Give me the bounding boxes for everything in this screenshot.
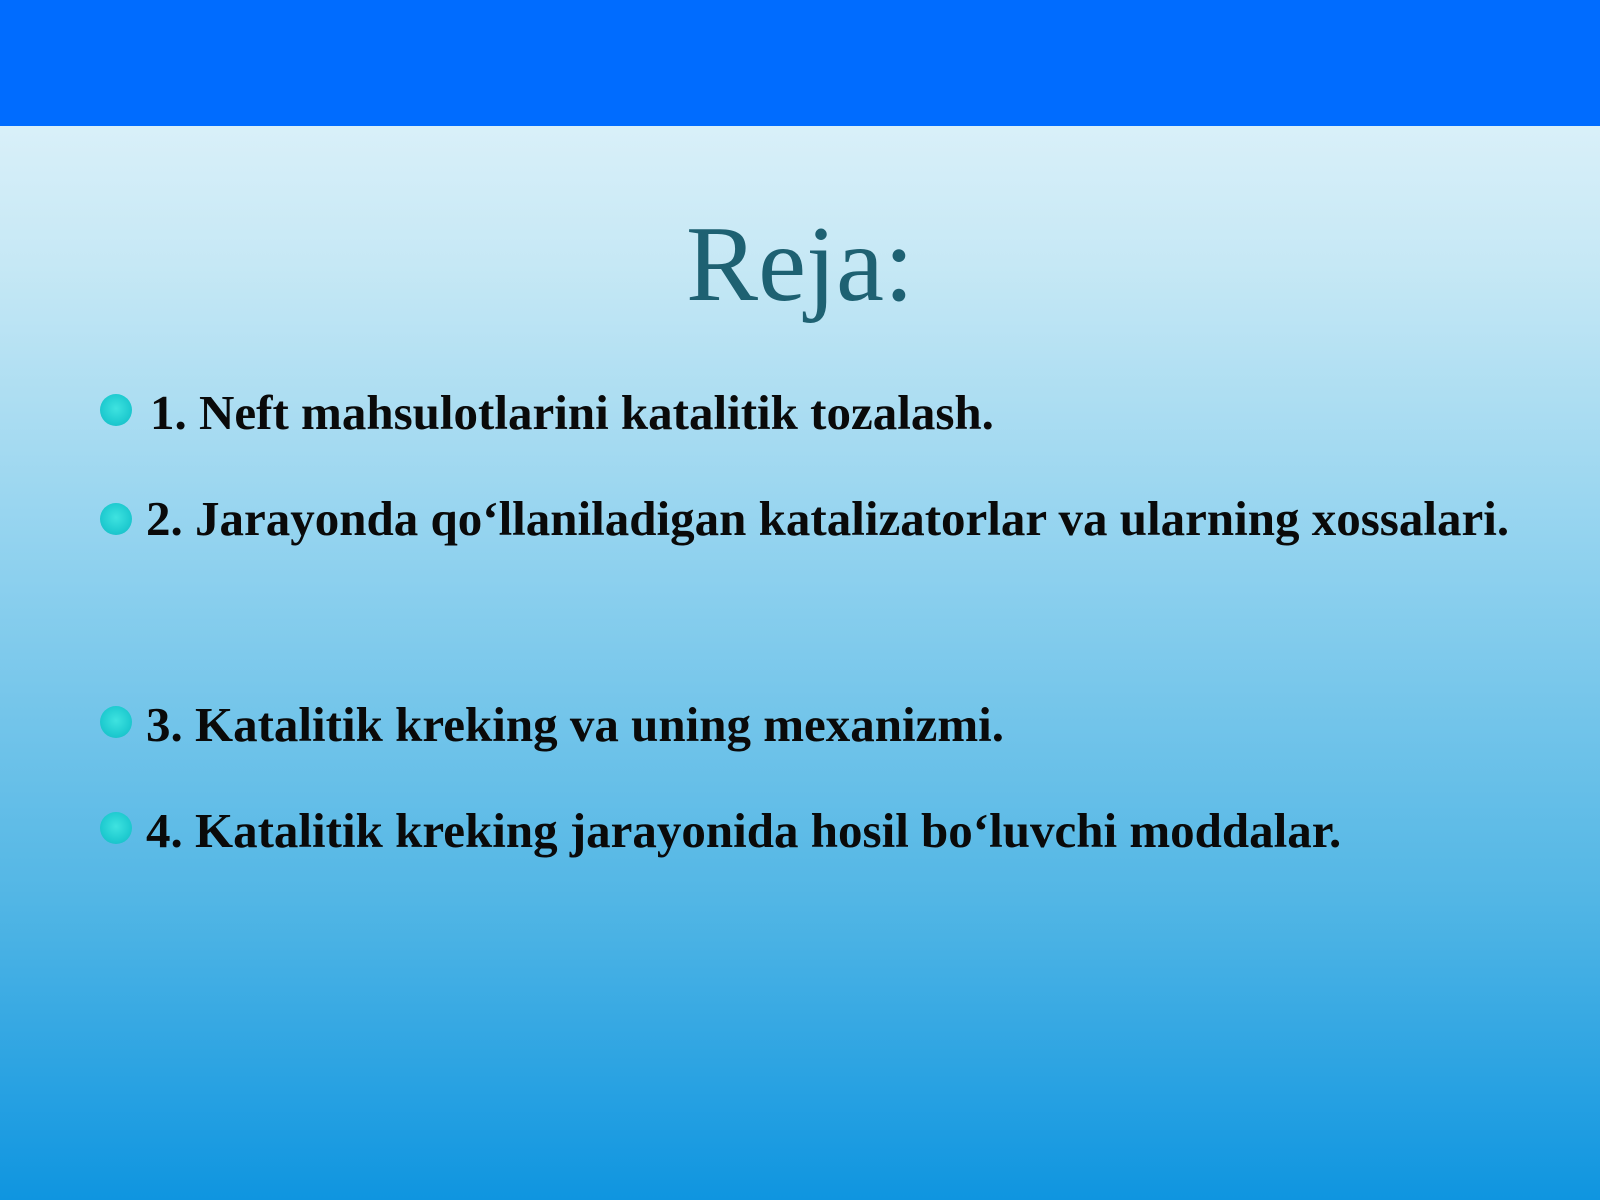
bullet-dot-icon <box>100 706 132 738</box>
slide-title: Reja: <box>686 205 914 324</box>
bullet-dot-icon <box>100 812 132 844</box>
bullet-text-3: 3. Katalitik kreking va uning mexanizmi. <box>146 697 1005 752</box>
bullet-dot-icon <box>100 394 132 426</box>
bullet-dot-icon <box>100 503 132 535</box>
bullet-text-2: 2. Jarayonda qo‘llaniladigan katalizatorlar va ularning xossalari. <box>146 491 1510 546</box>
bullet-text-1: 1. Neft mahsulotlarini katalitik tozalash. <box>150 385 994 440</box>
bullet-text-4: 4. Katalitik kreking jarayonida hosil bo‘luvchi moddalar. <box>146 803 1342 858</box>
